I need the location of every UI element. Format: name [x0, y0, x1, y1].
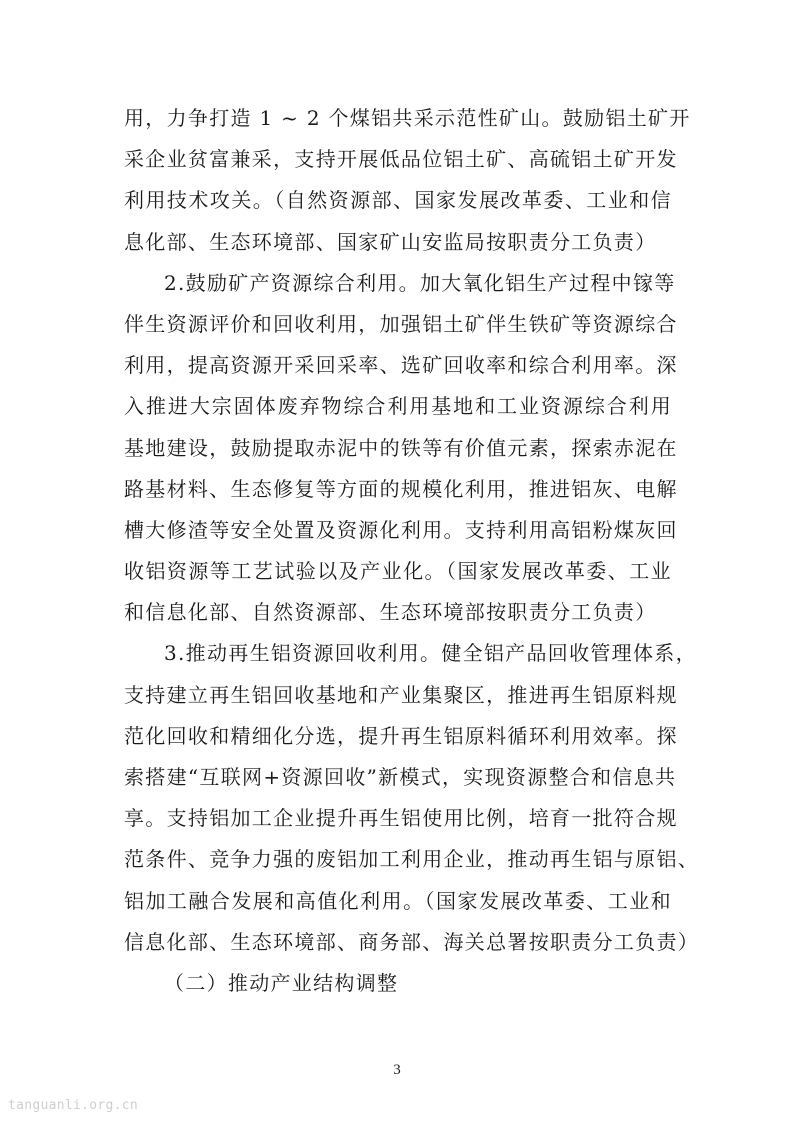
text-line: 采企业贫富兼采，支持开展低品位铝土矿、高硫铝土矿开发 — [124, 147, 678, 172]
text-line: 和信息化部、自然资源部、生态环境部按职责分工负责） — [124, 600, 657, 625]
body-text — [124, 98, 700, 1004]
text-line: 收铝资源等工艺试验以及产业化。（国家发展改革委、工业 — [124, 559, 672, 584]
text-line: 3.推动再生铝资源回收利用。健全铝产品回收管理体系， — [164, 641, 697, 666]
text-line: 利用技术攻关。（自然资源部、国家发展改革委、工业和信 — [124, 188, 672, 213]
text-line: 索搭建“互联网+资源回收”新模式，实现资源整合和信息共 — [124, 765, 677, 789]
text-line: 范条件、竞争力强的废铝加工利用企业，推动再生铝与原铝、 — [124, 847, 700, 872]
watermark-text: tanguanli.org.cn — [8, 1098, 139, 1113]
text-line: 2.鼓励矿产资源综合利用。加大氧化铝生产过程中镓等 — [164, 270, 676, 295]
text-line: 基地建设，鼓励提取赤泥中的铁等有价值元素，探索赤泥在 — [124, 435, 678, 460]
text-line: 铝加工融合发展和高值化利用。（国家发展改革委、工业和 — [124, 888, 672, 913]
text-line: 息化部、生态环境部、国家矿山安监局按职责分工负责） — [124, 229, 657, 254]
text-line: 用，力争打造 1 ~ 2 个煤铝共采示范性矿山。鼓励铝土矿开 — [124, 106, 691, 130]
text-line: 享。支持铝加工企业提升再生铝使用比例，培育一批符合规 — [124, 806, 678, 831]
text-line: 槽大修渣等安全处置及资源化利用。支持利用高铝粉煤灰回 — [124, 517, 678, 542]
section-heading: （二）推动产业结构调整 — [164, 970, 399, 995]
text-line: 入推进大宗固体废弃物综合利用基地和工业资源综合利用 — [124, 394, 672, 419]
text-line: 利用，提高资源开采回采率、选矿回收率和综合利用率。深 — [124, 353, 678, 378]
text-line: 范化回收和精细化分选，提升再生铝原料循环利用效率。探 — [124, 723, 678, 748]
text-line: 支持建立再生铝回收基地和产业集聚区，推进再生铝原料规 — [124, 682, 678, 707]
page-number: 3 — [393, 1062, 401, 1078]
text-line: 信息化部、生态环境部、商务部、海关总署按职责分工负责） — [124, 929, 700, 954]
text-line: 路基材料、生态修复等方面的规模化利用，推进铝灰、电解 — [124, 476, 678, 501]
text-line: 伴生资源评价和回收利用，加强铝土矿伴生铁矿等资源综合 — [124, 311, 678, 336]
